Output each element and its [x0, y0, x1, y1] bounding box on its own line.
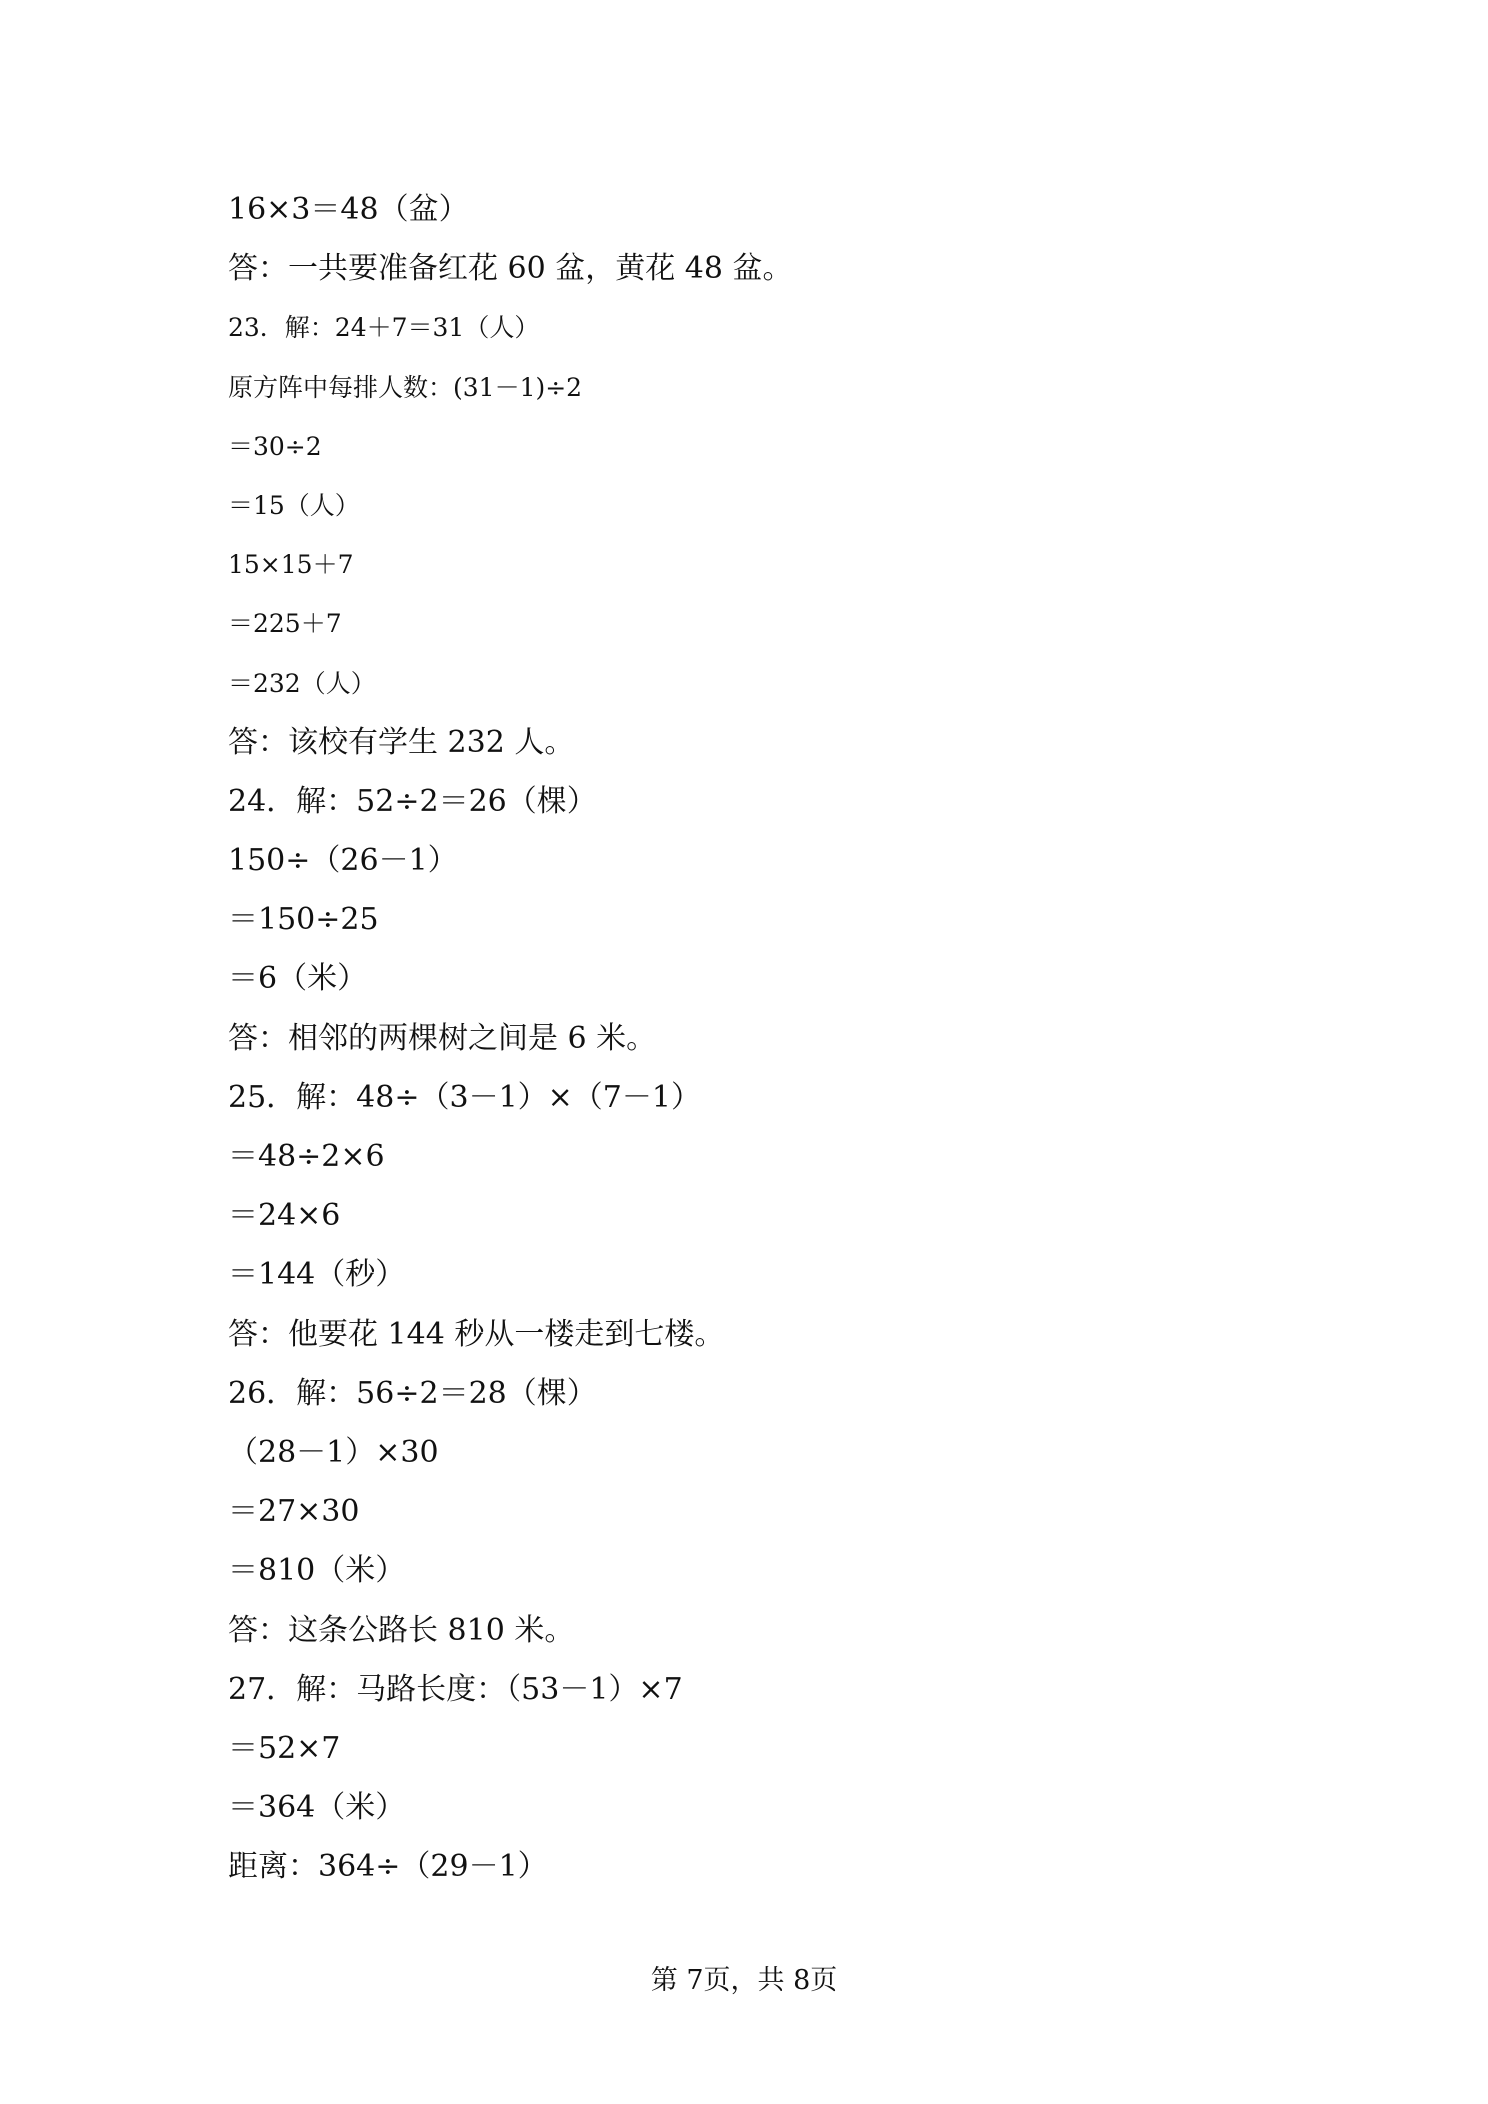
solution-line: 150÷（26－1） [228, 843, 458, 879]
solution-line: 答：相邻的两棵树之间是 6 米。 [228, 1020, 657, 1056]
solution-line: 距离：364÷（29－1） [228, 1849, 548, 1885]
solution-line: 24．解：52÷2＝26（棵） [228, 783, 597, 819]
solution-line: 16×3＝48（盆） [228, 192, 469, 227]
solution-line: ＝144（秒） [228, 1257, 406, 1293]
solution-line: ＝364（米） [228, 1790, 406, 1826]
solution-line: ＝225＋7 [228, 609, 342, 639]
solution-line: 25．解：48÷（3－1）×（7－1） [228, 1079, 701, 1115]
solution-line: 23．解：24＋7＝31（人） [228, 313, 540, 343]
solution-line: 答：这条公路长 810 米。 [228, 1612, 575, 1648]
page-footer: 第 7页，共 8页 [650, 1965, 838, 1996]
solution-line: ＝27×30 [228, 1494, 360, 1530]
solution-line: ＝810（米） [228, 1553, 406, 1589]
solution-line: ＝6（米） [228, 961, 368, 997]
solution-line: ＝30÷2 [228, 431, 322, 461]
solution-line: 原方阵中每排人数：(31－1)÷2 [228, 372, 583, 402]
solution-line: 答：该校有学生 232 人。 [228, 724, 575, 760]
solution-line: 27．解：马路长度：（53－1）×7 [228, 1671, 683, 1707]
solution-content [228, 188, 1288, 1904]
solution-line: 答：一共要准备红花 60 盆，黄花 48 盆。 [228, 251, 793, 287]
solution-line: ＝232（人） [228, 668, 376, 698]
solution-line: ＝15（人） [228, 490, 360, 520]
solution-line: ＝52×7 [228, 1730, 341, 1766]
solution-line: ＝150÷25 [228, 902, 379, 938]
solution-line: （28－1）×30 [228, 1434, 439, 1470]
solution-line: 答：他要花 144 秒从一楼走到七楼。 [228, 1316, 725, 1352]
solution-line: 26．解：56÷2＝28（棵） [228, 1375, 597, 1411]
solution-line: ＝48÷2×6 [228, 1139, 385, 1174]
solution-line: 15×15＋7 [228, 550, 354, 580]
solution-line: ＝24×6 [228, 1198, 341, 1234]
